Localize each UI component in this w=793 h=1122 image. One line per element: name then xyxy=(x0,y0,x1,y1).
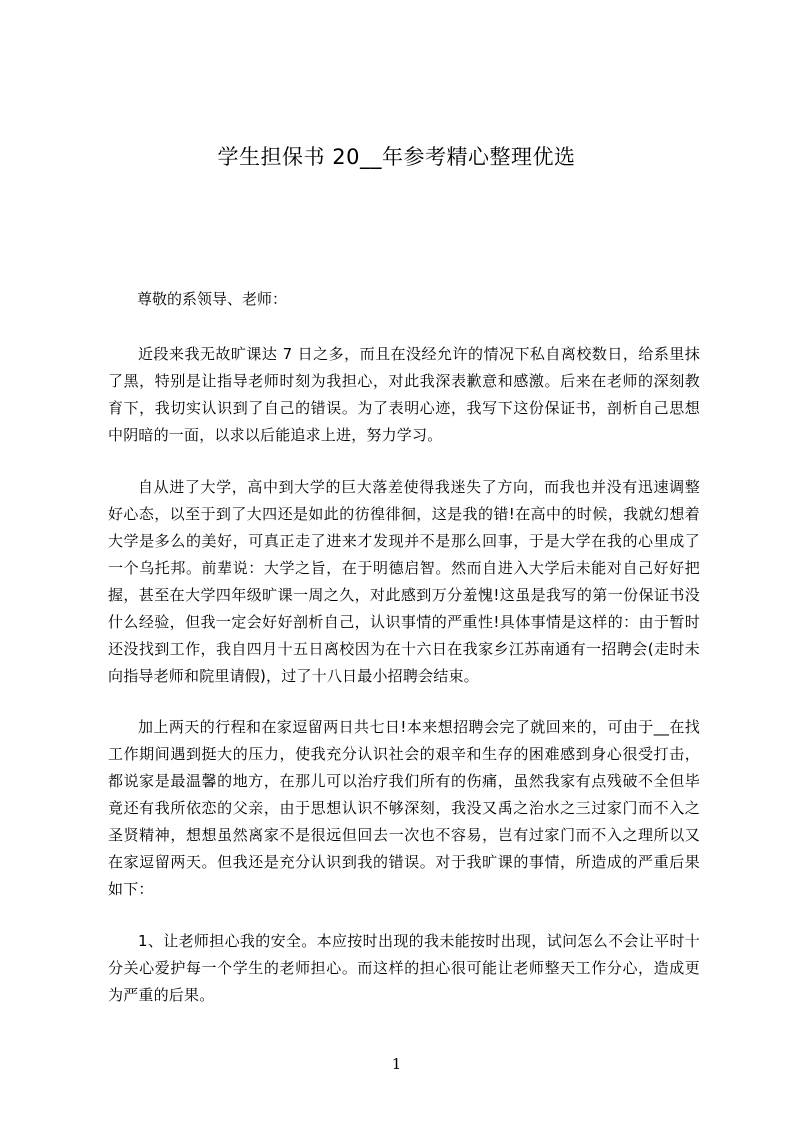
paragraph-3: 加上两天的行程和在家逗留两日共七日!本来想招聘会完了就回来的，可由于__在找工作期间遇到挺大的压力，使我充分认识社会的艰辛和生存的困难感到身心很受打击，都说家是最温馨的地方，在那儿可以治疗我们所有的伤痛，虽然我家有点残破不全但毕竟还有我所依恋的父亲，由于思想认识不够深刻，我没又禹之治水之三过家门而不入之圣贤精神，想想虽然离家不是很远但回去一次也不容易，岂有过家门而不入之理所以又在家逗留两天。但我还是充分认识到我的错误。对于我旷课的事情，所造成的严重后果如下： xyxy=(108,718,700,898)
salutation: 尊敬的系领导、老师： xyxy=(137,290,288,308)
page-number: 1 xyxy=(391,1055,402,1073)
paragraph-2: 自从进了大学，高中到大学的巨大落差使得我迷失了方向，而我也并没有迅速调整好心态，以至于到了大四还是如此的彷徨徘徊，这是我的错!在高中的时候，我就幻想着大学是多么的美好，可真正走了进来才发现并不是那么回事，于是大学在我的心里成了一个乌托邦。前辈说：大学之旨，在于明德启智。然而自进入大学后未能对自己好好把握，甚至在大学四年级旷课一周之久，对此感到万分羞愧!这虽是我写的第一份保证书没什么经验，但我一定会好好剖析自己，认识事情的严重性!具体事情是这样的：由于暂时还没找到工作，我自四月十五日离校因为在十六日在我家乡江苏南通有一招聘会(走时未向指导老师和院里请假)，过了十八日最小招聘会结束。 xyxy=(108,478,700,685)
paragraph-4: 1、让老师担心我的安全。本应按时出现的我未能按时出现，试问怎么不会让平时十分关心爱护每一个学生的老师担心。而这样的担心很可能让老师整天工作分心，造成更为严重的后果。 xyxy=(108,932,700,1004)
document-title: 学生担保书 20__年参考精心整理优选 xyxy=(217,145,576,169)
paragraph-1: 近段来我无故旷课达 7 日之多，而且在没经允许的情况下私自离校数日，给系里抹了黑，特别是让指导老师时刻为我担心，对此我深表歉意和感激。后来在老师的深刻教育下，我切实认识到了自己的错误。为了表明心迹，我写下这份保证书，剖析自己思想中阴暗的一面，以求以后能追求上进，努力学习。 xyxy=(108,345,700,444)
